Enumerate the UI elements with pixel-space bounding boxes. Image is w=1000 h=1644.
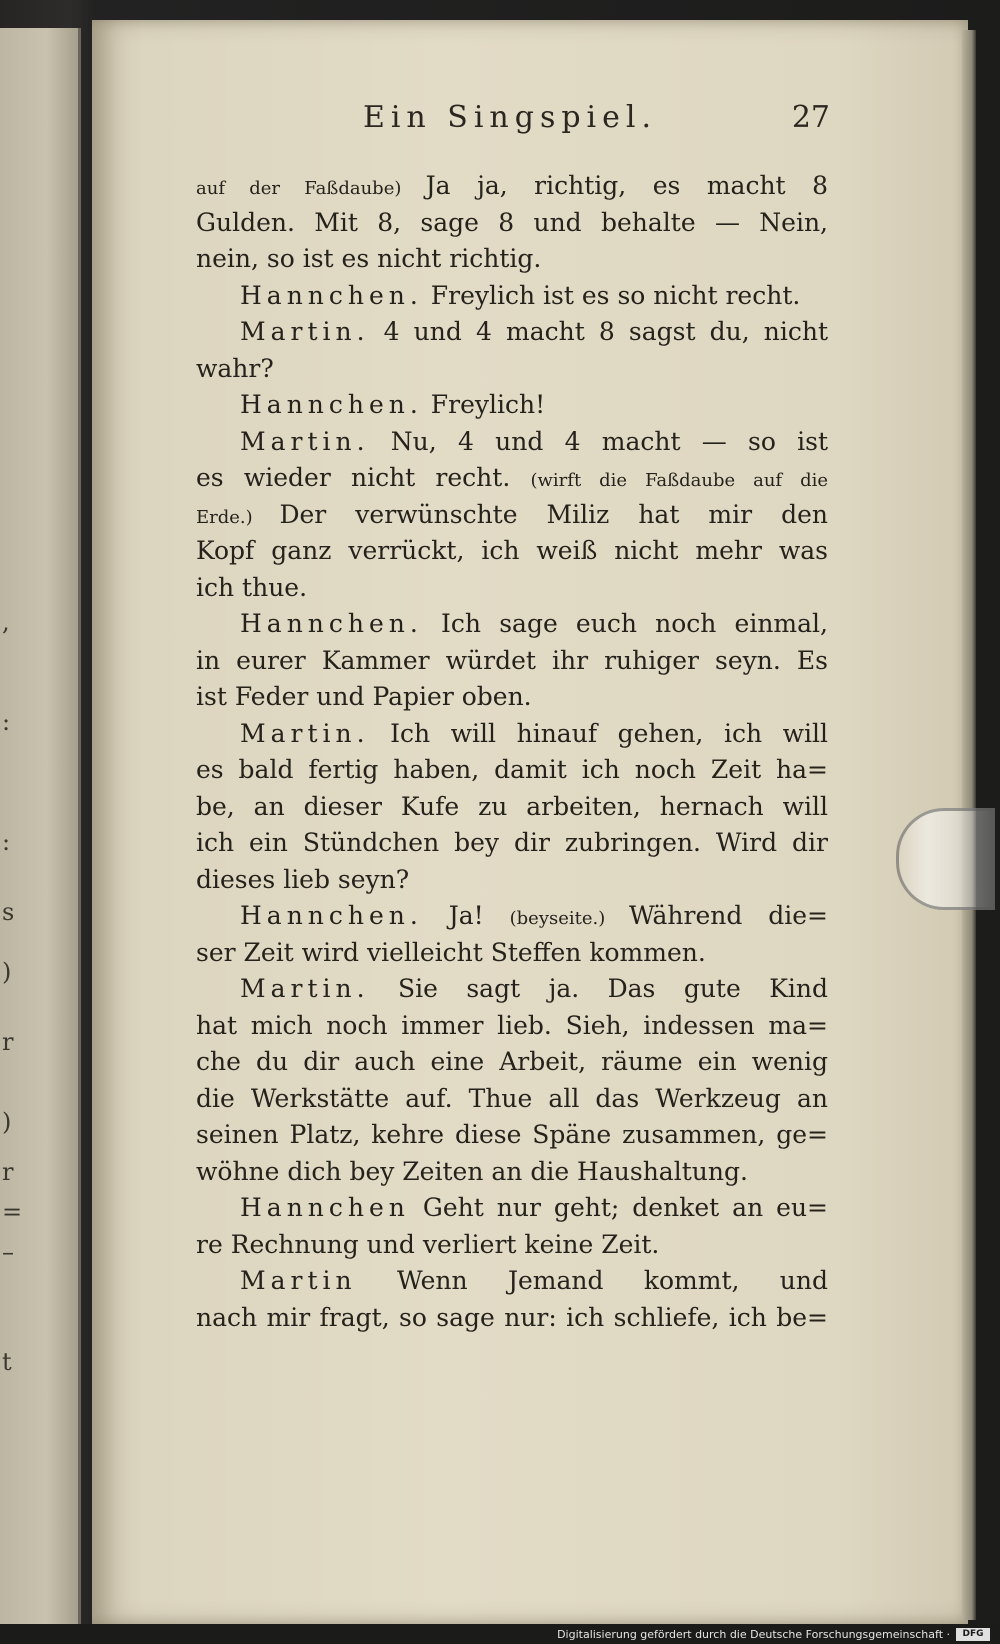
text-line [196, 387, 828, 424]
line-text: Gulden. Mit 8, sage 8 und behalte — Nein, [196, 207, 828, 237]
left-page-glyph: s [2, 898, 15, 926]
line-text: Der verwünschte Miliz hat mir den [279, 499, 828, 529]
text-line [196, 898, 828, 935]
line-text: che du dir auch eine Arbeit, räume ein wenig [196, 1047, 828, 1076]
left-page-glyph: t [2, 1348, 12, 1376]
text-line [196, 935, 828, 972]
speaker-name: Hannchen. [240, 901, 423, 930]
speaker-name: Martin. [240, 426, 370, 456]
text-line [196, 679, 828, 716]
stage-direction: auf der Faßdaube) [196, 178, 426, 199]
text-line [196, 241, 828, 278]
left-page-glyph: r [2, 1158, 14, 1186]
footer-bar [0, 1624, 1000, 1644]
text-line [196, 1008, 828, 1045]
left-page-glyph: ) [2, 958, 12, 986]
text-line [196, 643, 828, 680]
line-text: Sie sagt ja. Das gute Kind [369, 974, 828, 1003]
body-text [196, 168, 828, 1336]
running-title: Ein Singspiel. [362, 100, 658, 135]
line-text: ich ein Stündchen bey dir zubringen. Wird dir [196, 828, 828, 857]
speaker-name: Martin. [240, 718, 370, 748]
line-text: re Rechnung und verliert keine Zeit. [196, 1229, 660, 1259]
speaker-name: Martin. [240, 974, 370, 1003]
line-text: Ich will hinauf gehen, ich will [369, 718, 828, 748]
line-text: in eurer Kammer würdet ihr ruhiger seyn. Es [196, 645, 828, 675]
left-page-glyph: = [2, 1198, 23, 1226]
text-line [196, 570, 828, 607]
line-text: Freylich ist es so nicht recht. [422, 280, 801, 310]
text-line [196, 752, 828, 789]
line-text: wahr? [196, 353, 274, 383]
line-text: Ich sage euch noch einmal, [422, 609, 828, 638]
line-text: dieses lieb seyn? [196, 864, 410, 894]
line-text: Ja! [422, 901, 510, 930]
line-text: seinen Platz, kehre diese Späne zusammen, ge= [196, 1120, 828, 1149]
left-page-glyph: : [2, 708, 11, 736]
running-head [190, 100, 830, 156]
text-line [196, 351, 828, 388]
left-page-glyph: ) [2, 1108, 12, 1136]
line-text: hat mich noch immer lieb. Sieh, indessen ma= [196, 1010, 828, 1040]
text-line [196, 1117, 828, 1154]
text-line [196, 971, 828, 1008]
line-text: ser Zeit wird vielleicht Steffen kommen. [196, 937, 706, 967]
line-text: die Werkstätte auf. Thue all das Werkzeug an [196, 1083, 828, 1113]
line-text: Während die= [628, 901, 828, 930]
left-page-glyph: : [2, 828, 11, 856]
line-text: ist Feder und Papier oben. [196, 682, 532, 711]
text-line [196, 606, 828, 643]
speaker-name: Hannchen [240, 1193, 410, 1222]
line-text: wöhne dich bey Zeiten an die Haushaltung. [196, 1156, 748, 1186]
line-text: be, an dieser Kufe zu arbeiten, hernach will [196, 791, 828, 821]
line-text: Freylich! [422, 390, 546, 419]
speaker-name: Martin. [240, 317, 370, 346]
text-line [196, 460, 828, 497]
text-line [196, 789, 828, 826]
text-line [196, 424, 828, 461]
left-page-glyph: , [2, 608, 10, 636]
speaker-name: Hannchen. [240, 280, 423, 310]
speaker-name: Martin [240, 1266, 357, 1295]
text-line [196, 278, 828, 315]
stage-direction: Erde.) [196, 506, 280, 528]
text-line [196, 716, 828, 753]
text-line [196, 314, 828, 351]
text-line [196, 205, 828, 242]
left-page-glyph: – [2, 1238, 14, 1266]
text-line [196, 825, 828, 862]
text-line [196, 1044, 828, 1081]
speaker-name: Hannchen. [240, 609, 423, 638]
text-line [196, 533, 828, 570]
line-text: Nu, 4 und 4 macht — so ist [369, 426, 828, 456]
text-line [196, 168, 828, 205]
line-text: Geht nur geht; denket an eu= [409, 1193, 828, 1222]
line-text: es bald fertig haben, damit ich noch Zeit ha= [196, 755, 828, 784]
line-text: es wieder nicht recht. [196, 463, 531, 492]
text-line [196, 1263, 828, 1300]
stage-direction: (wirft die Faßdaube auf die [530, 470, 828, 491]
left-page-bleed-text [0, 28, 23, 1628]
text-line [196, 862, 828, 899]
text-line [196, 1300, 828, 1337]
glass-page-clip [896, 808, 995, 910]
line-text: Wenn Jemand kommt, und [356, 1266, 828, 1295]
text-line [196, 1081, 828, 1118]
stage-direction: (beyseite.) [509, 908, 629, 929]
line-text: nach mir fragt, so sage nur: ich schliefe, ich be= [196, 1302, 828, 1332]
line-text: ich thue. [196, 572, 308, 602]
line-text: 4 und 4 macht 8 sagst du, nicht [369, 317, 828, 346]
text-line [196, 1190, 828, 1227]
text-line [196, 497, 828, 534]
text-line [196, 1227, 828, 1264]
left-page-edge [0, 28, 81, 1628]
funding-credit: Digitalisierung gefördert durch die Deutsche Forschungsgemeinschaft · [557, 1628, 950, 1641]
speaker-name: Hannchen. [240, 390, 423, 419]
text-line [196, 1154, 828, 1191]
dfg-logo-icon: DFG [956, 1628, 990, 1641]
left-page-glyph: r [2, 1028, 14, 1056]
line-text: Kopf ganz verrückt, ich weiß nicht mehr was [196, 536, 828, 565]
page-number: 27 [791, 100, 830, 135]
line-text: nein, so ist es nicht richtig. [196, 244, 542, 273]
line-text: Ja ja, richtig, es macht 8 [425, 171, 828, 200]
